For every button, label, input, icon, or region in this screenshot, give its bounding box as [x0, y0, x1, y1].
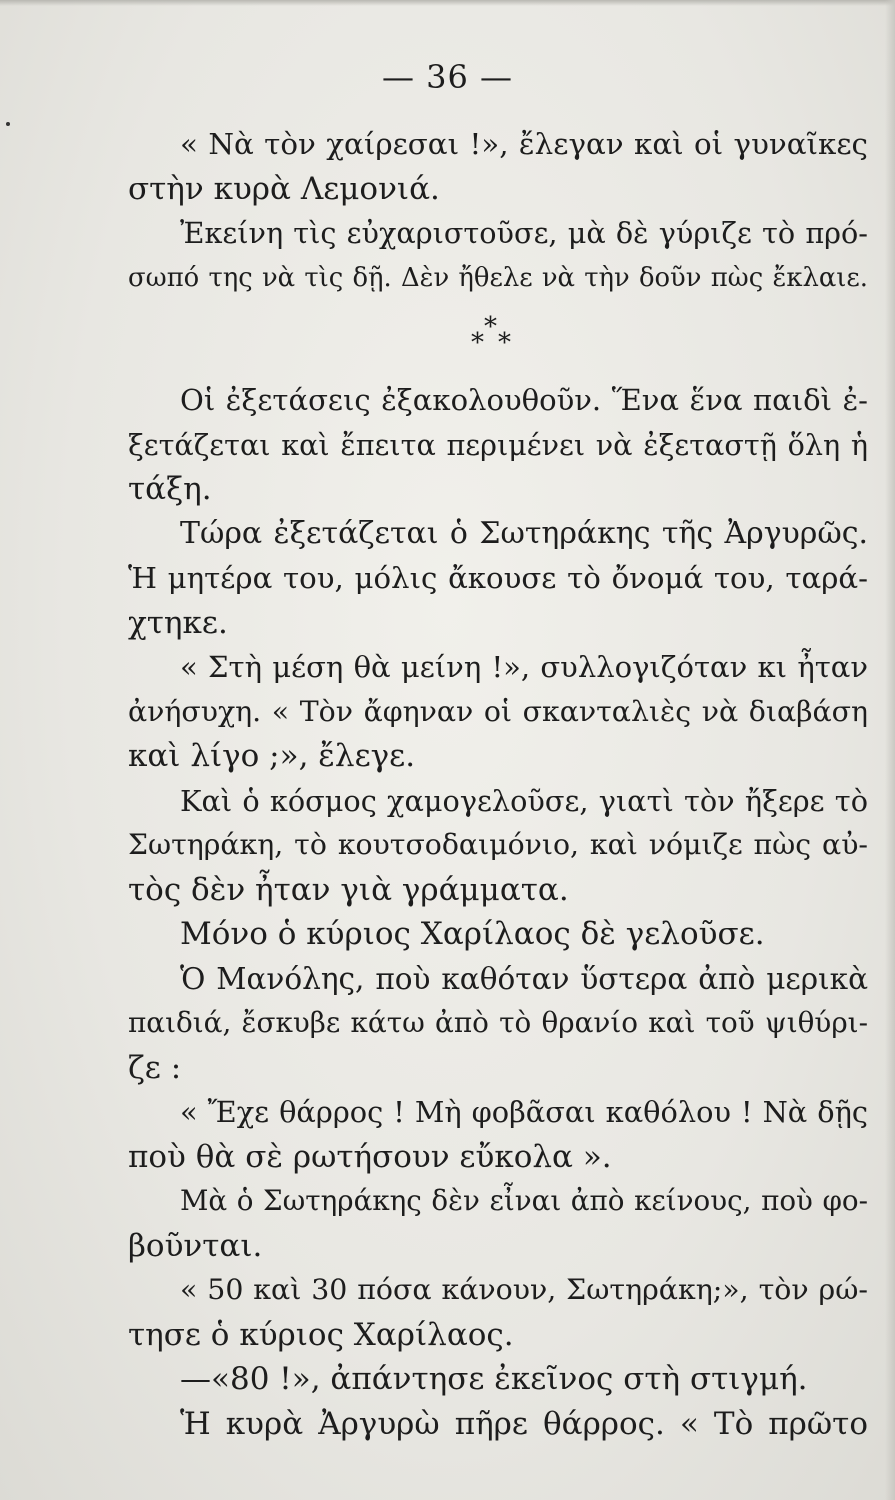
text-line: Σωτηράκη, τὸ κουτσοδαιμόνιο, καὶ νόμιζε πὼς αὐ- — [128, 828, 868, 861]
text-line: σωπό της νὰ τὶς δῇ. Δὲν ἤθελε νὰ τὴν δοῦν πὼς ἔκλαιε. — [128, 262, 868, 293]
text-line: ξετάζεται καὶ ἔπειτα περιμένει νὰ ἐξεταστῇ ὅλη ἡ — [128, 427, 868, 462]
text-line: ἀνήσυχη. « Τὸν ἄφηναν οἱ σκανταλιὲς νὰ διαβάση — [128, 694, 868, 728]
text-line: βοῦνται. — [128, 1227, 263, 1264]
page-top-edge — [0, 0, 895, 6]
text-line: στὴν κυρὰ Λεμονιά. — [128, 170, 440, 207]
text-line: ποὺ θὰ σὲ ρωτήσουν εὔκολα ». — [128, 1138, 612, 1175]
text-line: τάξη. — [128, 471, 212, 507]
text-line: Μόνο ὁ κύριος Χαρίλαος δὲ γελοῦσε. — [180, 916, 765, 952]
separator-star: * — [471, 328, 484, 358]
text-line: Ἡ μητέρα του, μόλις ἄκουσε τὸ ὄνομά του, ταρά- — [128, 561, 868, 595]
text-line: —«80 !», ἀπάντησε ἐκεῖνος στὴ στιγμή. — [180, 1361, 808, 1397]
page-right-edge — [885, 0, 895, 1500]
separator-star: * — [484, 312, 497, 342]
text-line: Καὶ ὁ κόσμος χαμογελοῦσε, γιατὶ τὸν ἤξερε τὸ — [180, 783, 868, 818]
text-line: τησε ὁ κύριος Χαρίλαος. — [128, 1316, 514, 1353]
separator-star: * — [498, 328, 511, 358]
margin-speck — [6, 122, 10, 126]
text-line: Τώρα ἐξετάζεται ὁ Σωτηράκης τῆς Ἀργυρῶς. — [180, 515, 868, 551]
text-line: καὶ λίγο ;», ἔλεγε. — [128, 738, 416, 774]
text-line: Ἡ κυρὰ Ἀργυρὼ πῆρε θάρρος. « Τὸ πρῶτο — [180, 1405, 868, 1442]
text-line: Οἱ ἐξετάσεις ἐξακολουθοῦν. Ἕνα ἕνα παιδὶ ἐ- — [180, 383, 868, 417]
text-line: « Στὴ μέση θὰ μείνη !», συλλογιζόταν κι ἦταν — [180, 650, 868, 684]
text-line: τὸς δὲν ἦταν γιὰ γράμματα. — [128, 871, 569, 908]
section-separator — [128, 300, 868, 378]
text-line: « Νὰ τὸν χαίρεσαι !», ἔλεγαν καὶ οἱ γυναῖκες — [180, 127, 868, 161]
page-number: — 36 — — [381, 58, 514, 96]
text-line: χτηκε. — [128, 604, 228, 641]
text-line: ζε : — [128, 1049, 182, 1086]
text-line: Ἐκείνη τὶς εὐχαριστοῦσε, μὰ δὲ γύριζε τὸ πρό- — [180, 216, 868, 250]
text-line: Ὁ Μανόλης, ποὺ καθόταν ὕστερα ἀπὸ μερικὰ — [180, 961, 868, 996]
text-line: « Ἔχε θάρρος ! Μὴ φοβᾶσαι καθόλου ! Νὰ δῇς — [180, 1095, 868, 1129]
body-text — [128, 122, 868, 1446]
text-line: παιδιά, ἔσκυβε κάτω ἀπὸ τὸ θρανίο καὶ τοῦ ψιθύρι- — [128, 1006, 868, 1039]
text-line: Μὰ ὁ Σωτηράκης δὲν εἶναι ἀπὸ κείνους, ποὺ φο- — [180, 1184, 868, 1217]
text-line: « 50 καὶ 30 πόσα κάνουν, Σωτηράκη;», τὸν ρώ- — [180, 1273, 868, 1306]
